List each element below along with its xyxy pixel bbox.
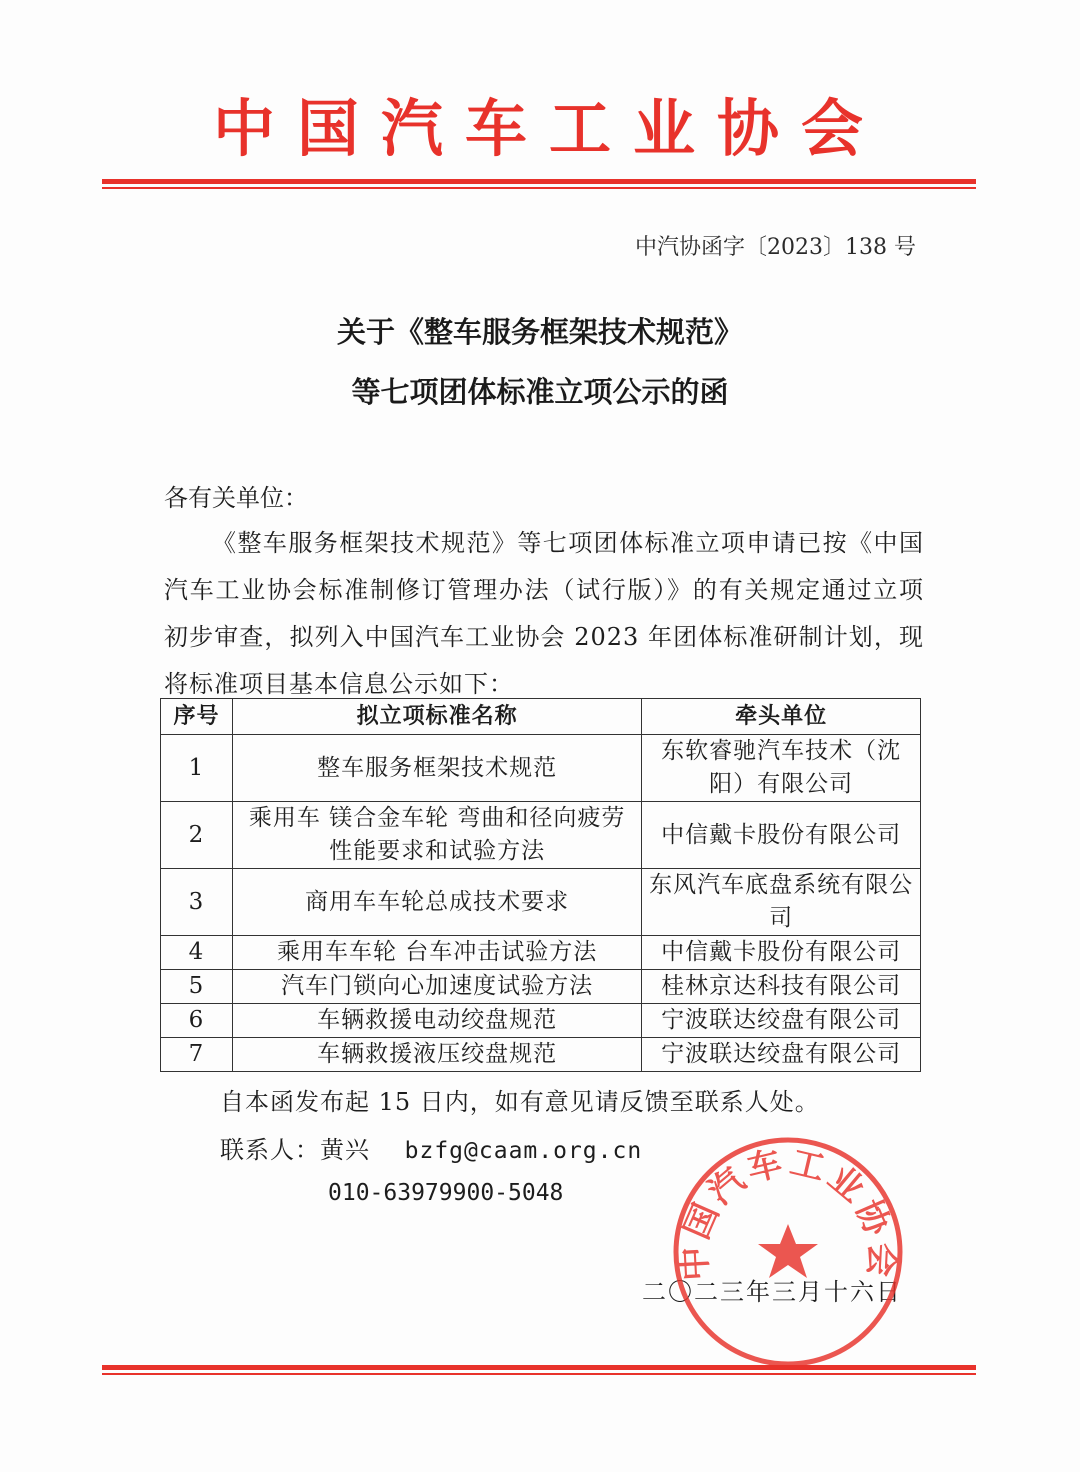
row-lead-unit: 东风汽车底盘系统有限公司 — [642, 869, 921, 936]
document-number: 中汽协函字〔2023〕138 号 — [635, 235, 916, 260]
letterhead-red-rule — [102, 179, 976, 184]
row-number: 3 — [161, 869, 233, 936]
standards-table — [160, 698, 921, 1072]
table-row — [161, 869, 921, 936]
table-row — [161, 970, 921, 1004]
feedback-notice: 自本函发布起 15 日内，如有意见请反馈至联系人处。 — [220, 1088, 820, 1116]
body-paragraph: 《整车服务框架技术规范》等七项团体标准立项申请已按《中国汽车工业协会标准制修订管理办法（试行版）》的有关规定通过立项初步审查，拟列入中国汽车工业协会 2023 年团体标准研制计划，现将标准项目基本信息公示如下： — [164, 529, 924, 698]
row-standard-name: 乘用车车轮 台车冲击试验方法 — [232, 936, 641, 970]
letterhead-red-rule-thin — [102, 187, 976, 189]
table-row — [161, 802, 921, 869]
document-title-line1: 关于《整车服务框架技术规范》 — [336, 315, 743, 349]
table-row — [161, 936, 921, 970]
contact-email: bzfg@caam.org.cn — [404, 1138, 643, 1164]
row-standard-name: 车辆救援电动绞盘规范 — [232, 1004, 641, 1038]
row-number: 1 — [161, 735, 233, 802]
row-standard-name: 车辆救援液压绞盘规范 — [232, 1038, 641, 1072]
table-row — [161, 1038, 921, 1072]
issue-date: 二〇二三年三月十六日 — [642, 1278, 902, 1306]
row-standard-name: 商用车车轮总成技术要求 — [232, 869, 641, 936]
row-number: 4 — [161, 936, 233, 970]
header-seq: 序号 — [161, 699, 233, 735]
footer-red-rule — [102, 1365, 976, 1370]
svg-text:中国汽车工业协会: 中国汽车工业协会 — [674, 1142, 902, 1282]
contact-person: 联系人：黄兴 — [220, 1136, 370, 1164]
row-lead-unit: 桂林京达科技有限公司 — [642, 970, 921, 1004]
row-lead-unit: 宁波联达绞盘有限公司 — [642, 1038, 921, 1072]
row-number: 6 — [161, 1004, 233, 1038]
header-lead-unit: 牵头单位 — [642, 699, 921, 735]
document-title-line2: 等七项团体标准立项公示的函 — [351, 375, 729, 409]
row-number: 7 — [161, 1038, 233, 1072]
row-number: 2 — [161, 802, 233, 869]
row-lead-unit: 中信戴卡股份有限公司 — [642, 936, 921, 970]
row-lead-unit: 东软睿驰汽车技术（沈阳）有限公司 — [642, 735, 921, 802]
row-standard-name: 乘用车 镁合金车轮 弯曲和径向疲劳性能要求和试验方法 — [232, 802, 641, 869]
salutation: 各有关单位： — [164, 484, 308, 512]
row-number: 5 — [161, 970, 233, 1004]
contact-phone: 010-63979900-5048 — [328, 1180, 564, 1206]
official-seal-icon — [668, 1132, 908, 1372]
table-header-row — [161, 699, 921, 735]
letterhead-title: 中国汽车工业协会 — [212, 92, 885, 165]
row-standard-name: 汽车门锁向心加速度试验方法 — [232, 970, 641, 1004]
contact-line — [220, 1130, 642, 1165]
row-standard-name: 整车服务框架技术规范 — [232, 735, 641, 802]
row-lead-unit: 宁波联达绞盘有限公司 — [642, 1004, 921, 1038]
header-standard-name: 拟立项标准名称 — [232, 699, 641, 735]
footer-red-rule-thin — [102, 1373, 976, 1375]
row-lead-unit: 中信戴卡股份有限公司 — [642, 802, 921, 869]
table-row — [161, 1004, 921, 1038]
table-row — [161, 735, 921, 802]
